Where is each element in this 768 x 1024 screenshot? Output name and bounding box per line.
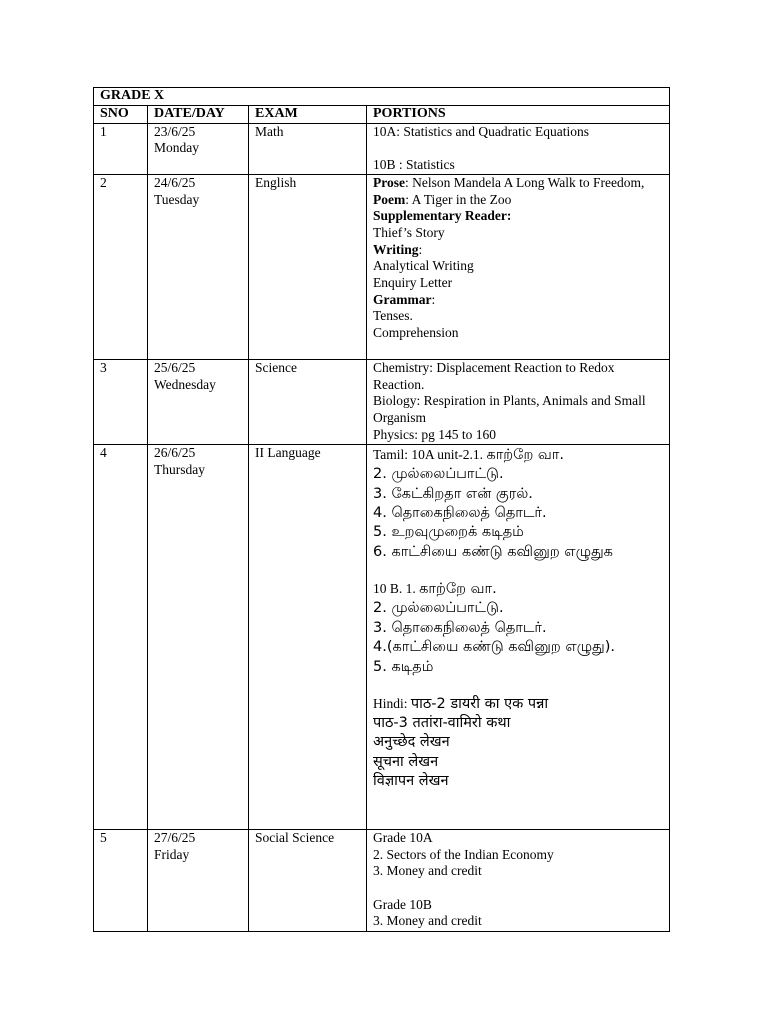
table-row: [94, 359, 670, 444]
header-portions: PORTIONS: [367, 105, 670, 123]
tamil-10a-line: [373, 445, 669, 465]
tamil-item: 3. தொகைநிலைத் தொடர்.: [373, 619, 547, 636]
exam-cell: II Language: [249, 444, 367, 829]
tamil-item: 5. கடிதம்: [373, 658, 434, 675]
physics-line: Physics: pg 145 to 160: [373, 426, 497, 442]
writing-label: Writing: [373, 241, 419, 257]
date-cell: [148, 359, 249, 444]
exam-cell: Science: [249, 359, 367, 444]
sno-cell: 1: [94, 123, 148, 174]
grammar-item: Comprehension: [373, 325, 459, 341]
tamil-item: காற்றே வா.: [486, 446, 564, 463]
grammar-line: [373, 292, 669, 309]
portions-cell: [367, 123, 670, 174]
table-row: [94, 123, 670, 174]
day: Friday: [154, 846, 190, 862]
grade-heading: Grade 10B: [373, 896, 432, 912]
tamil-item: 2. முல்லைப்பாட்டு.: [373, 600, 504, 617]
day: Thursday: [154, 461, 205, 477]
portion-line: 10B : Statistics: [373, 157, 455, 173]
sno-cell: 3: [94, 359, 148, 444]
tamil-item: 5. உறவுமுறைக் கடிதம்: [373, 524, 524, 541]
hindi-item: पाठ-3 ततांरा-वामिरो कथा: [373, 715, 511, 732]
tamil-item: 4. தொகைநிலைத் தொடர்.: [373, 505, 547, 522]
table-row: [94, 444, 670, 829]
hindi-item: पाठ-2 डायरी का एक पन्ना: [410, 695, 549, 712]
date: 27/6/25: [154, 829, 196, 845]
date-cell: [148, 174, 249, 359]
grade-heading: Grade 10A: [373, 829, 433, 845]
date-cell: [148, 123, 249, 174]
day: Wednesday: [154, 376, 216, 392]
tamil-item: 2. முல்லைப்பாட்டு.: [373, 466, 504, 483]
tamil-item: 6. காட்சியை கண்டு கவினுற எழுதுக: [373, 543, 613, 560]
writing-line: [373, 242, 669, 259]
prose-text: : Nelson Mandela A Long Walk to Freedom,: [405, 174, 645, 190]
chemistry-line: Chemistry: Displacement Reaction to Redox Reaction.: [373, 359, 615, 392]
portions-cell: [367, 174, 670, 359]
exam-cell: Math: [249, 123, 367, 174]
tamil-prefix: Tamil: 10A unit-2.1.: [373, 446, 487, 462]
date: 26/6/25: [154, 444, 196, 460]
exam-cell: Social Science: [249, 829, 367, 931]
tamil-b-prefix: 10 B. 1.: [373, 580, 420, 596]
tamil-item: காற்றே வா.: [419, 580, 497, 597]
title-row: [94, 88, 670, 106]
table-title: GRADE X: [94, 88, 670, 106]
table-row: [94, 174, 670, 359]
header-row: [94, 105, 670, 123]
header-sno: SNO: [94, 105, 148, 123]
date: 23/6/25: [154, 123, 196, 139]
prose-label: Prose: [373, 174, 405, 190]
date-cell: [148, 444, 249, 829]
day: Monday: [154, 140, 199, 156]
portion-line: 10A: Statistics and Quadratic Equations: [373, 123, 589, 139]
poem-line: [373, 192, 669, 209]
exam-schedule-table: [93, 87, 670, 932]
hindi-item: सूचना लेखन: [373, 753, 439, 770]
portions-cell: [367, 359, 670, 444]
writing-item: Enquiry Letter: [373, 275, 453, 291]
exam-cell: English: [249, 174, 367, 359]
portion-line: 3. Money and credit: [373, 863, 482, 879]
hindi-prefix: Hindi:: [373, 695, 411, 711]
grammar-item: Tenses.: [373, 308, 413, 324]
poem-label: Poem: [373, 191, 406, 207]
date-cell: [148, 829, 249, 931]
hindi-item: अनुच्छेद लेखन: [373, 734, 450, 751]
portions-cell: [367, 829, 670, 931]
portion-line: 3. Money and credit: [373, 913, 482, 929]
supplementary-text: Thief’s Story: [373, 224, 445, 240]
supplementary-label: Supplementary Reader:: [373, 208, 512, 224]
sno-cell: 4: [94, 444, 148, 829]
tamil-10b-line: [373, 579, 669, 599]
hindi-line: [373, 694, 669, 714]
day: Tuesday: [154, 191, 200, 207]
portions-cell: [367, 444, 670, 829]
poem-text: : A Tiger in the Zoo: [405, 191, 512, 207]
sno-cell: 5: [94, 829, 148, 931]
date: 25/6/25: [154, 359, 196, 375]
writing-item: Analytical Writing: [373, 258, 474, 274]
table-row: [94, 829, 670, 931]
sno-cell: 2: [94, 174, 148, 359]
date: 24/6/25: [154, 174, 196, 190]
header-date: DATE/DAY: [148, 105, 249, 123]
tamil-item: 3. கேட்கிறதா என் குரல்.: [373, 485, 533, 502]
writing-colon: :: [418, 241, 423, 257]
hindi-item: विज्ञापन लेखन: [373, 773, 449, 790]
biology-line: Biology: Respiration in Plants, Animals and Small Organism: [373, 393, 646, 425]
grammar-colon: :: [431, 291, 436, 307]
header-exam: EXAM: [249, 105, 367, 123]
prose-line: [373, 175, 669, 192]
grammar-label: Grammar: [373, 291, 432, 307]
tamil-item: 4.(காட்சியை கண்டு கவினுற எழுது).: [373, 639, 615, 656]
portion-line: 2. Sectors of the Indian Economy: [373, 846, 554, 862]
